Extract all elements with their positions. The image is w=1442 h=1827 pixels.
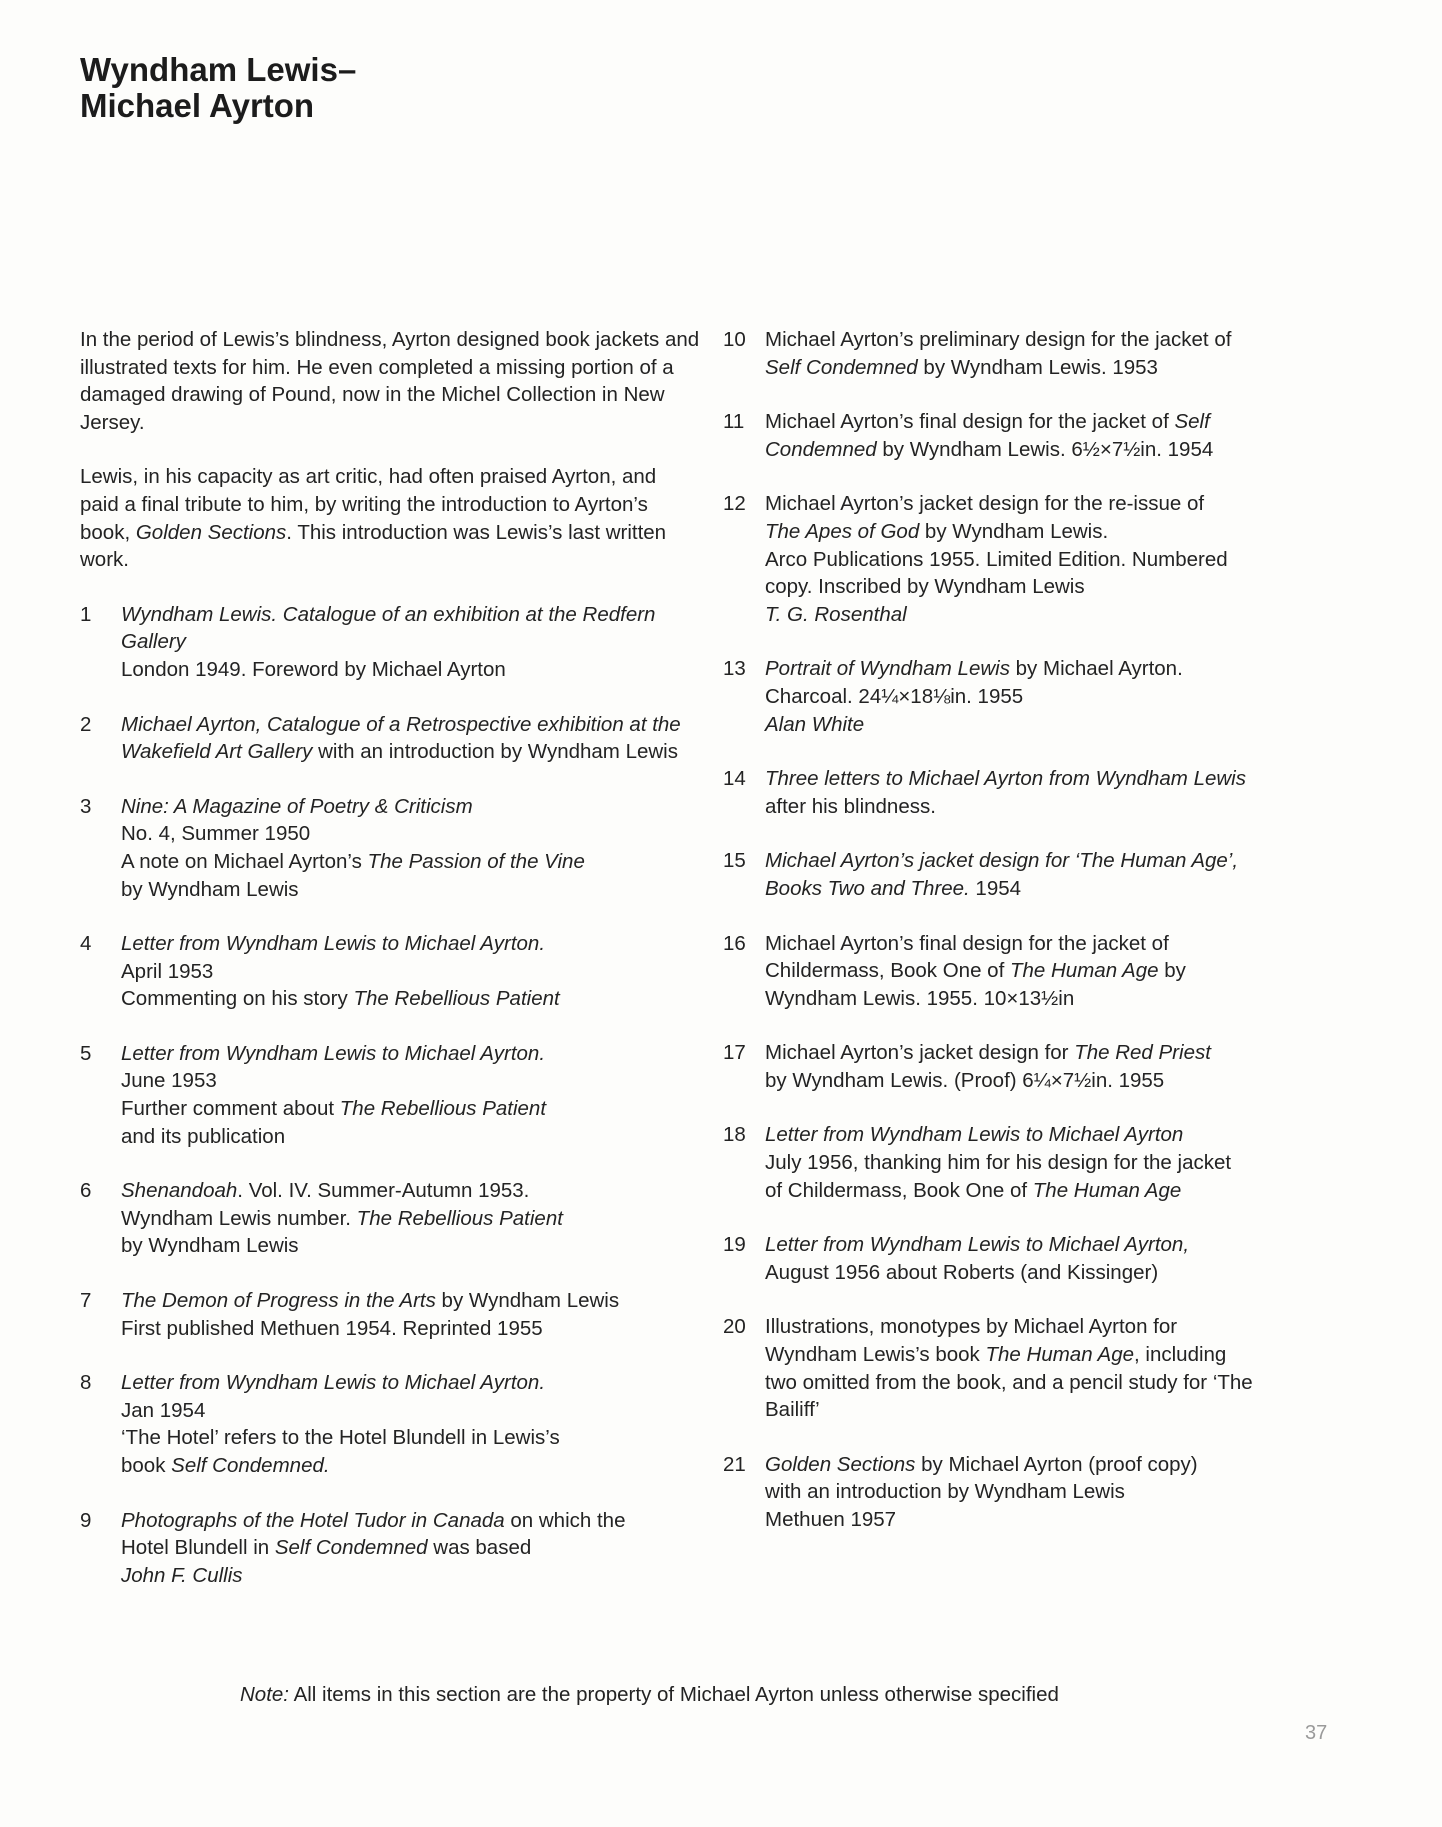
item-number: 10 [723, 328, 746, 351]
item-text [765, 1451, 1323, 1534]
item-text [765, 408, 1323, 463]
item-line: Nine: A Magazine of Poetry & Criticism [121, 794, 473, 818]
catalogue-item [80, 1177, 700, 1260]
item-line: Michael Ayrton’s jacket design for The Red Priest [765, 1041, 1211, 1065]
item-line: by Wyndham Lewis [121, 877, 299, 901]
item-line: The Apes of God by Wyndham Lewis. [765, 519, 1109, 543]
item-text [121, 1177, 700, 1260]
catalogue-item [723, 1231, 1323, 1286]
item-text [765, 1313, 1323, 1423]
item-number: 13 [723, 657, 746, 681]
item-text [765, 765, 1323, 820]
item-line: Three letters to Michael Ayrton from Wyndham Lewis [765, 767, 1246, 791]
item-line: June 1953 [121, 1069, 217, 1093]
item-number: 8 [80, 1371, 92, 1395]
item-line: Portrait of Wyndham Lewis by Michael Ayrton. [765, 657, 1183, 681]
item-line: John F. Cullis [121, 1563, 243, 1587]
item-line: Golden Sections by Michael Ayrton (proof copy) [765, 1452, 1198, 1476]
item-number: 3 [80, 794, 92, 818]
item-number: 16 [723, 931, 746, 955]
item-line: Wyndham Lewis number. The Rebellious Patient [121, 1206, 563, 1230]
item-text [121, 1287, 700, 1342]
catalogue-item [80, 1040, 700, 1150]
item-number: 5 [80, 1041, 92, 1065]
item-line: after his blindness. [765, 794, 936, 818]
item-line: of Childermass, Book One of The Human Age [765, 1178, 1182, 1202]
catalogue-item [723, 765, 1323, 820]
catalogue-item [723, 326, 1323, 381]
item-line: The Demon of Progress in the Arts by Wyndham Lewis [121, 1289, 620, 1313]
item-number: 19 [723, 1233, 746, 1257]
item-line: book Self Condemned. [121, 1454, 330, 1477]
item-line: T. G. Rosenthal [765, 602, 907, 626]
item-number: 11 [723, 410, 745, 434]
catalogue-list-left [80, 601, 700, 1590]
title-line: Wyndham Lewis– [80, 51, 357, 88]
item-line: Childermass, Book One of The Human Age by [765, 959, 1186, 983]
catalogue-item [723, 1451, 1323, 1534]
catalogue-item [80, 601, 700, 684]
item-line: Condemned by Wyndham Lewis. 6½×7½in. 1954 [765, 437, 1214, 461]
catalogue-item [723, 408, 1323, 463]
catalogue-list-right [723, 326, 1323, 1534]
item-line: London 1949. Foreword by Michael Ayrton [121, 657, 506, 681]
item-text [121, 601, 700, 684]
item-line: and its publication [121, 1124, 286, 1148]
catalogue-item [80, 711, 700, 766]
intro [80, 326, 700, 574]
item-number: 20 [723, 1315, 746, 1339]
catalogue-item [723, 930, 1323, 1013]
item-number: 21 [723, 1452, 746, 1476]
left-column [80, 326, 700, 1616]
item-line: Further comment about The Rebellious Patient [121, 1097, 547, 1121]
item-text [765, 1039, 1323, 1094]
item-line: Photographs of the Hotel Tudor in Canada on which the [121, 1508, 626, 1532]
item-text [765, 655, 1323, 738]
item-number: 18 [723, 1123, 746, 1147]
item-text [121, 1507, 700, 1590]
item-line: April 1953 [121, 959, 214, 983]
item-line: Charcoal. 24¼×18⅛in. 1955 [765, 684, 1024, 708]
page-title [80, 52, 356, 124]
item-line: Michael Ayrton, Catalogue of a Retrospective exhibition at the Wakefield Art Gallery with an introduction by Wyndham Lewis [121, 712, 681, 764]
item-text [121, 711, 700, 766]
item-line: August 1956 about Roberts (and Kissinger) [765, 1260, 1159, 1284]
item-number: 4 [80, 932, 92, 956]
catalogue-item [723, 1313, 1323, 1423]
item-line: copy. Inscribed by Wyndham Lewis [765, 575, 1085, 599]
item-text [765, 847, 1323, 902]
catalogue-item [723, 1039, 1323, 1094]
item-line: Michael Ayrton’s preliminary design for the jacket of [765, 328, 1232, 351]
item-number: 9 [80, 1508, 92, 1532]
item-line: Michael Ayrton’s final design for the jacket of Self [765, 410, 1210, 434]
item-line: with an introduction by Wyndham Lewis [765, 1480, 1125, 1504]
right-column [723, 326, 1323, 1561]
catalogue-item [80, 930, 700, 1013]
item-line: Shenandoah. Vol. IV. Summer-Autumn 1953. [121, 1179, 530, 1203]
item-text [121, 793, 700, 903]
item-line: Arco Publications 1955. Limited Edition. Numbered [765, 547, 1228, 571]
page-number: 37 [1305, 1722, 1328, 1744]
item-line: Michael Ayrton’s final design for the jacket of [765, 931, 1169, 955]
catalogue-item [723, 490, 1323, 628]
item-line: Letter from Wyndham Lewis to Michael Ayrton. [121, 1041, 546, 1065]
intro-paragraph: Lewis, in his capacity as art critic, had often praised Ayrton, and paid a final tribute to him, by writing the introduction to Ayrton’s book, Golden Sections. This introduction was Lewis’s last written work. [80, 465, 667, 572]
title-line: Michael Ayrton [80, 87, 315, 124]
item-number: 1 [80, 602, 92, 626]
item-line: by Wyndham Lewis [121, 1234, 299, 1258]
item-text [121, 930, 700, 1013]
item-line: Letter from Wyndham Lewis to Michael Ayrton. [121, 932, 546, 956]
item-number: 17 [723, 1041, 746, 1065]
item-number: 14 [723, 767, 746, 791]
item-text [765, 930, 1323, 1013]
item-line: Wyndham Lewis. Catalogue of an exhibition at the Redfern Gallery [121, 602, 656, 654]
catalogue-item [80, 793, 700, 903]
footnote: Note: All items in this section are the property of Michael Ayrton unless otherwise specified [240, 1683, 1059, 1706]
catalogue-item [723, 1121, 1323, 1204]
item-text [765, 326, 1323, 381]
item-line: First published Methuen 1954. Reprinted 1955 [121, 1316, 543, 1340]
item-line: July 1956, thanking him for his design for the jacket [765, 1151, 1232, 1175]
item-line: Self Condemned by Wyndham Lewis. 1953 [765, 355, 1158, 379]
item-number: 15 [723, 849, 746, 873]
item-text [121, 1040, 700, 1150]
catalogue-item [80, 1507, 700, 1590]
intro-paragraph: In the period of Lewis’s blindness, Ayrton designed book jackets and illustrated texts for him. He even completed a missing portion of a damaged drawing of Pound, now in the Michel Collection in New Jersey. [80, 328, 700, 434]
catalogue-item [80, 1369, 700, 1479]
item-line: Bailiff’ [765, 1398, 820, 1422]
item-line: Letter from Wyndham Lewis to Michael Ayrton. [121, 1371, 546, 1395]
item-line: Wyndham Lewis. 1955. 10×13½in [765, 986, 1075, 1010]
item-line: by Wyndham Lewis. (Proof) 6¼×7½in. 1955 [765, 1068, 1165, 1092]
item-line: Alan White [765, 712, 865, 736]
item-line: A note on Michael Ayrton’s The Passion of the Vine [121, 849, 585, 873]
item-line: Wyndham Lewis’s book The Human Age, including [765, 1343, 1227, 1367]
item-line: Commenting on his story The Rebellious Patient [121, 987, 560, 1011]
item-text [765, 1121, 1323, 1204]
item-line: No. 4, Summer 1950 [121, 822, 311, 846]
item-line: Michael Ayrton’s jacket design for ‘The Human Age’, [765, 849, 1239, 873]
item-line: two omitted from the book, and a pencil study for ‘The [765, 1370, 1253, 1394]
item-number: 6 [80, 1179, 92, 1203]
item-line: Letter from Wyndham Lewis to Michael Ayrton, [765, 1233, 1190, 1257]
item-line: ‘The Hotel’ refers to the Hotel Blundell in Lewis’s [121, 1426, 560, 1450]
catalogue-item [80, 1287, 700, 1342]
item-line: Illustrations, monotypes by Michael Ayrton for [765, 1315, 1178, 1339]
item-line: Methuen 1957 [765, 1508, 897, 1531]
catalogue-item [723, 847, 1323, 902]
item-line: Letter from Wyndham Lewis to Michael Ayrton [765, 1123, 1184, 1147]
catalogue-item [723, 655, 1323, 738]
item-text [121, 1369, 700, 1479]
item-text [765, 1231, 1323, 1286]
item-line: Books Two and Three. 1954 [765, 876, 1022, 900]
item-line: Jan 1954 [121, 1398, 206, 1422]
item-line: Hotel Blundell in Self Condemned was based [121, 1536, 532, 1560]
item-text [765, 490, 1323, 628]
item-line: Michael Ayrton’s jacket design for the re-issue of [765, 492, 1205, 516]
item-number: 7 [80, 1289, 92, 1313]
item-number: 2 [80, 712, 92, 736]
item-number: 12 [723, 492, 746, 516]
